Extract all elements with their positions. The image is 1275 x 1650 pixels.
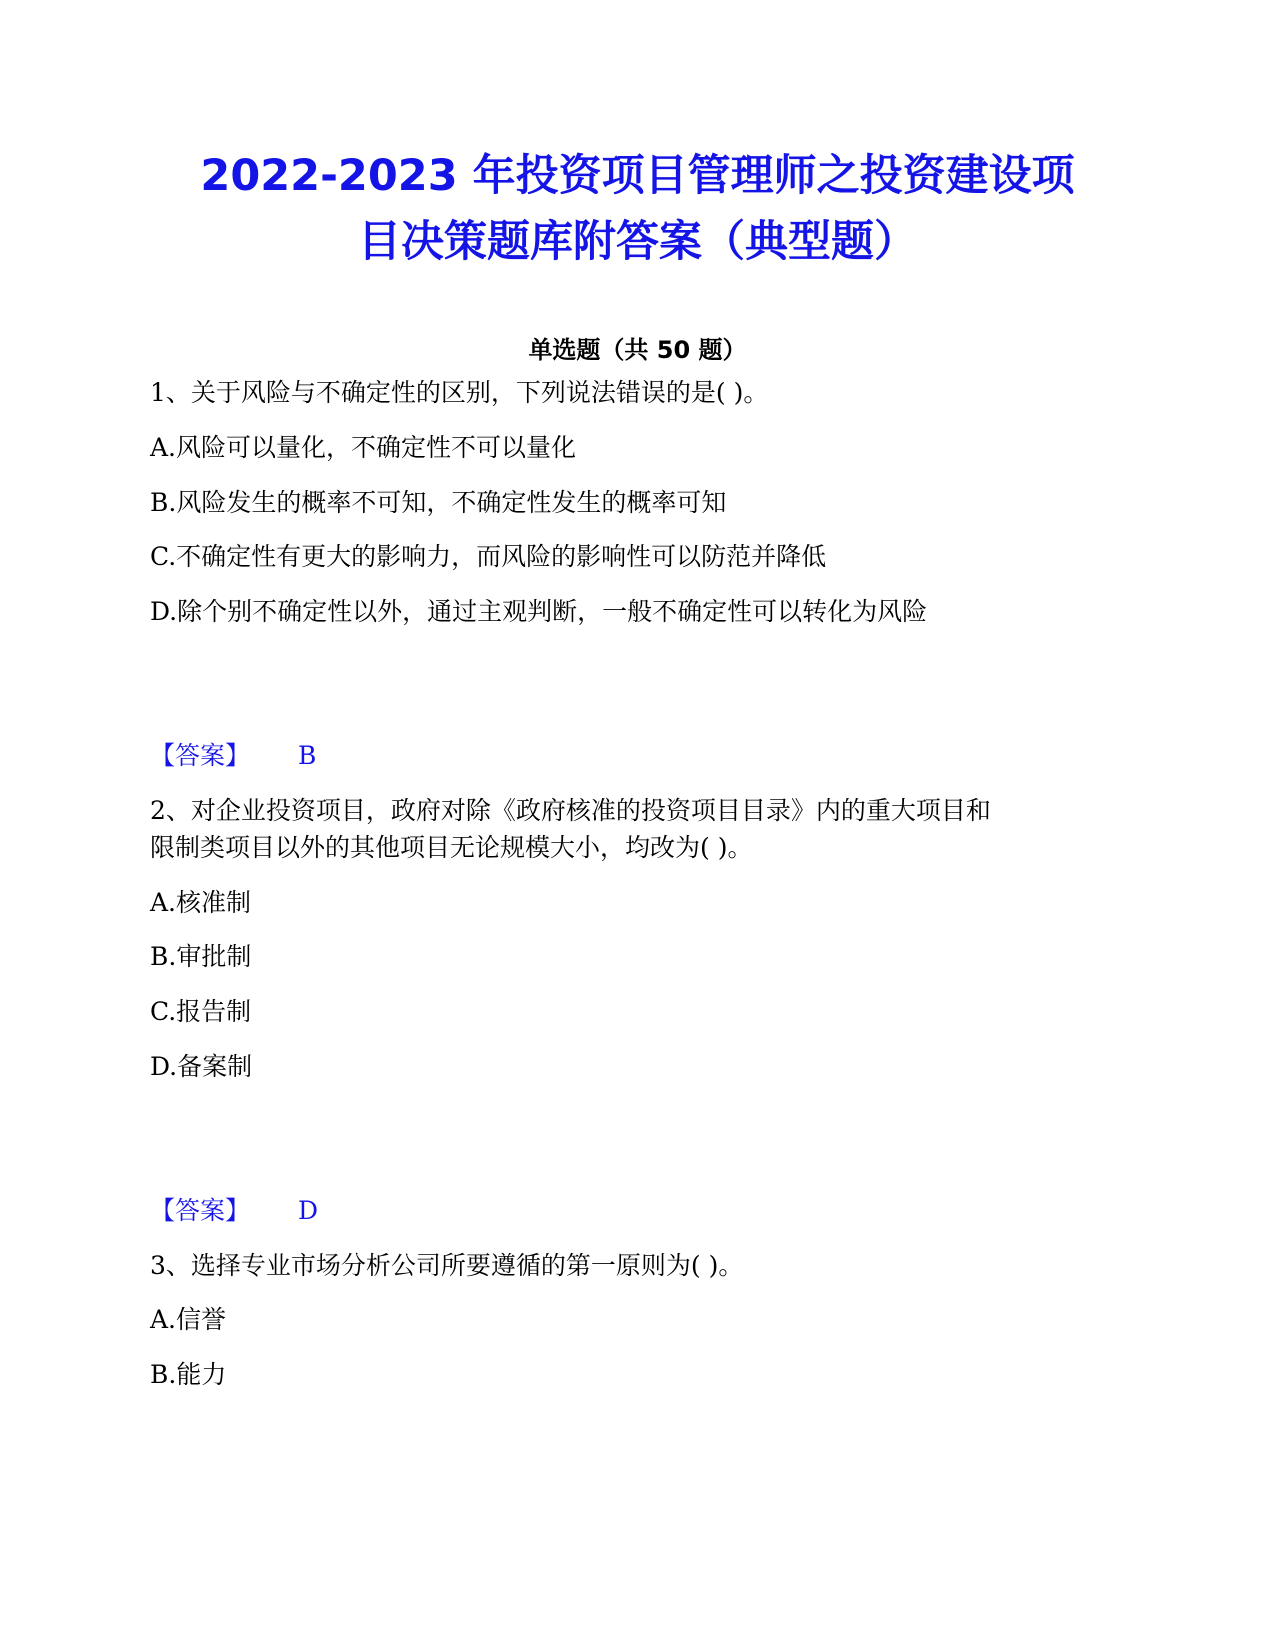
question-1-option-d: D.除个别不确定性以外，通过主观判断，一般不确定性可以转化为风险	[150, 597, 928, 626]
question-2-option-c: C.报告制	[150, 997, 252, 1026]
question-1-option-b: B.风险发生的概率不可知，不确定性发生的概率可知	[150, 488, 727, 517]
question-3-stem: 3、选择专业市场分析公司所要遵循的第一原则为( )。	[150, 1251, 744, 1280]
answer-value: D	[298, 1196, 319, 1225]
question-1-option-c: C.不确定性有更大的影响力，而风险的影响性可以防范并降低	[150, 542, 827, 571]
question-2-option-a: A.核准制	[150, 888, 252, 917]
question-1-answer	[150, 739, 316, 773]
document-title-line-1: 2022-2023 年投资项目管理师之投资建设项	[200, 151, 1075, 201]
question-2-answer	[150, 1194, 318, 1228]
question-3-option-a: A.信誉	[150, 1305, 227, 1334]
answer-value: B	[298, 741, 317, 770]
section-heading: 单选题（共 50 题）	[528, 336, 747, 364]
question-2-option-d: D.备案制	[150, 1052, 253, 1081]
question-2-stem-line-1: 2、对企业投资项目，政府对除《政府核准的投资项目目录》内的重大项目和	[150, 796, 991, 825]
answer-label: 【答案】	[150, 1196, 251, 1225]
question-1-option-a: A.风险可以量化，不确定性不可以量化	[150, 433, 577, 462]
question-3-option-b: B.能力	[150, 1360, 227, 1389]
question-2-stem-line-2: 限制类项目以外的其他项目无论规模大小，均改为( )。	[150, 833, 753, 862]
answer-label: 【答案】	[150, 741, 251, 770]
question-1-stem: 1、关于风险与不确定性的区别，下列说法错误的是( )。	[150, 378, 769, 407]
question-2-option-b: B.审批制	[150, 942, 252, 971]
document-title-line-2: 目决策题库附答案（典型题）	[358, 217, 917, 267]
